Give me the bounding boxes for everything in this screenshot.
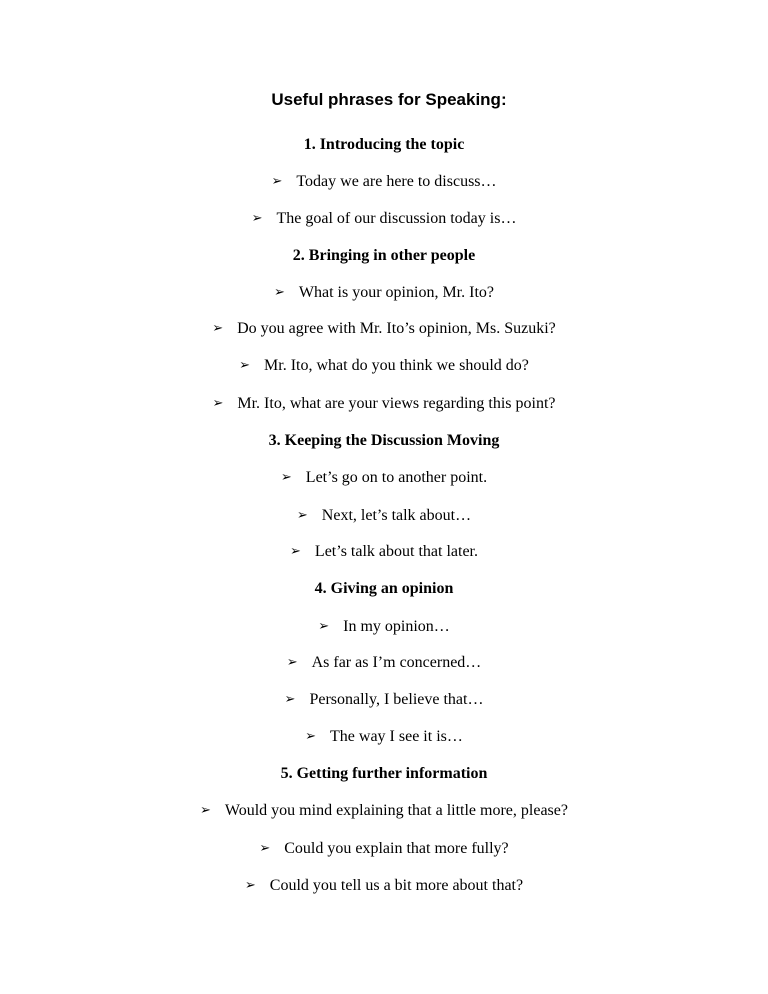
- list-item: [0, 283, 768, 304]
- list-item-text: Do you agree with Mr. Ito’s opinion, Ms. Suzuki?: [237, 320, 556, 337]
- list-item: [0, 801, 768, 822]
- arrowhead-bullet-icon: ➢: [280, 470, 292, 485]
- list-item: [0, 209, 768, 230]
- list-item-text: In my opinion…: [343, 618, 450, 635]
- list-item: [0, 839, 768, 860]
- document-title: Useful phrases for Speaking:: [271, 90, 507, 109]
- arrowhead-bullet-icon: ➢: [284, 692, 296, 707]
- arrowhead-bullet-icon: ➢: [244, 878, 256, 893]
- arrowhead-bullet-icon: ➢: [296, 508, 308, 523]
- list-item-text: The way I see it is…: [330, 728, 463, 745]
- list-item-text: Could you explain that more fully?: [284, 840, 509, 857]
- arrowhead-bullet-icon: ➢: [212, 396, 224, 411]
- list-item: [0, 876, 768, 897]
- arrowhead-bullet-icon: ➢: [200, 803, 211, 818]
- list-item-text: Today we are here to discuss…: [296, 173, 497, 190]
- list-item: [0, 468, 768, 489]
- arrowhead-bullet-icon: ➢: [286, 655, 298, 670]
- list-item: [0, 727, 768, 748]
- arrowhead-bullet-icon: ➢: [271, 174, 283, 189]
- arrowhead-bullet-icon: ➢: [274, 285, 285, 300]
- list-item: [0, 653, 768, 674]
- section-heading-5: 5. Getting further information: [280, 765, 488, 782]
- list-item: [0, 319, 768, 340]
- list-item-text: Let’s talk about that later.: [314, 543, 478, 560]
- section-heading-4: 4. Giving an opinion: [314, 580, 454, 597]
- list-item-text: The goal of our discussion today is…: [276, 210, 517, 227]
- list-item-text: Mr. Ito, what are your views regarding this point?: [237, 395, 556, 412]
- arrowhead-bullet-icon: ➢: [251, 211, 263, 226]
- list-item: [0, 617, 768, 638]
- list-item: [0, 172, 768, 193]
- section-heading-3: 3. Keeping the Discussion Moving: [268, 432, 500, 449]
- arrowhead-bullet-icon: ➢: [239, 358, 251, 373]
- list-item-text: Would you mind explaining that a little more, please?: [224, 802, 568, 819]
- section-heading-2: 2. Bringing in other people: [292, 247, 476, 264]
- arrowhead-bullet-icon: ➢: [318, 619, 330, 634]
- list-item-text: As far as I’m concerned…: [311, 654, 482, 671]
- list-item-text: Let’s go on to another point.: [305, 469, 488, 486]
- list-item-text: Mr. Ito, what do you think we should do?: [264, 357, 529, 374]
- list-item: [0, 542, 768, 563]
- list-item: [0, 356, 768, 377]
- arrowhead-bullet-icon: ➢: [259, 841, 271, 856]
- arrowhead-bullet-icon: ➢: [212, 321, 224, 336]
- list-item-text: What is your opinion, Mr. Ito?: [298, 284, 494, 301]
- list-item: [0, 690, 768, 711]
- list-item-text: Could you tell us a bit more about that?: [269, 877, 524, 894]
- list-item: [0, 394, 768, 415]
- list-item-text: Personally, I believe that…: [309, 691, 484, 708]
- list-item-text: Next, let’s talk about…: [321, 507, 472, 524]
- section-heading-1: 1. Introducing the topic: [303, 136, 465, 153]
- arrowhead-bullet-icon: ➢: [290, 544, 301, 559]
- list-item: [0, 506, 768, 527]
- arrowhead-bullet-icon: ➢: [305, 729, 317, 744]
